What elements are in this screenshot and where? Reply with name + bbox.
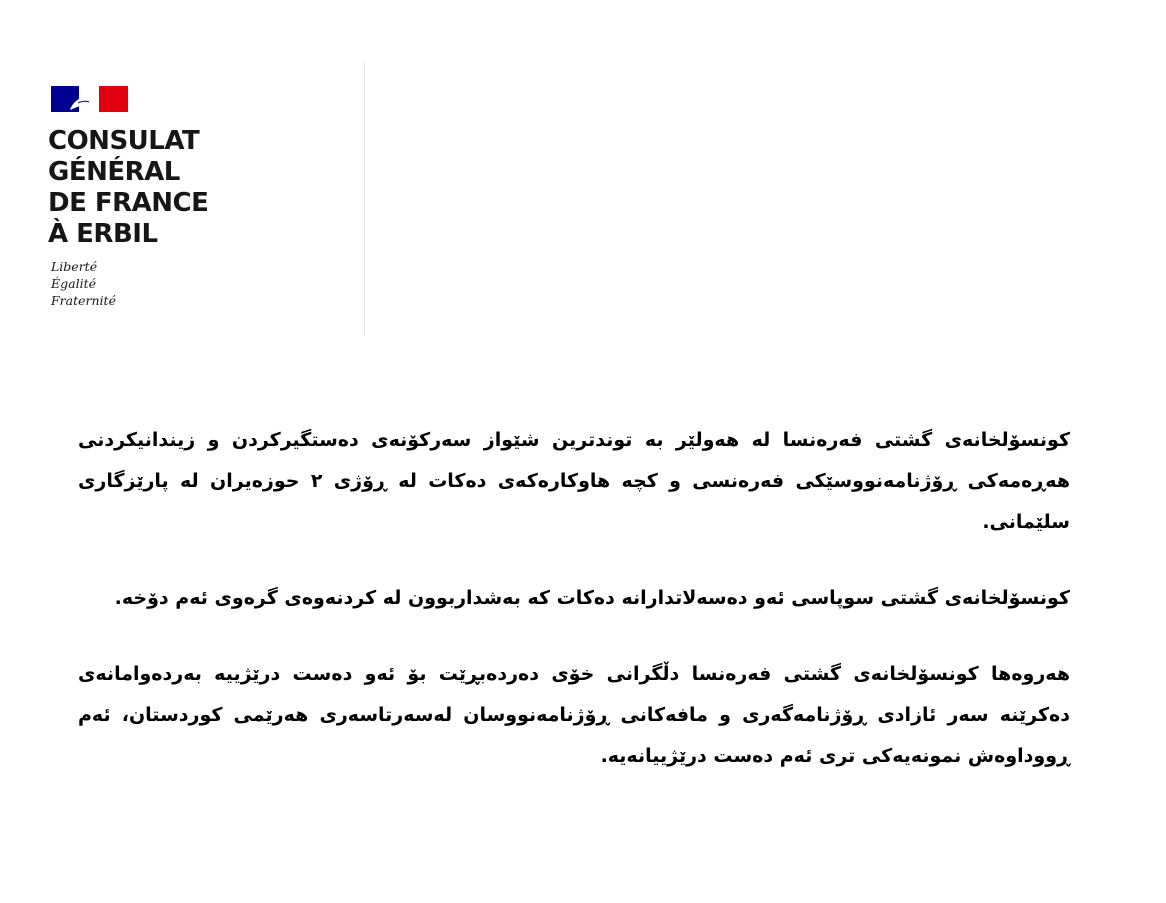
institution-line: DE FRANCE [48,188,209,218]
statement-paragraph: کونسۆلخانەی گشتی فەرەنسا لە هەولێر بە توندترین شێواز سەرکۆنەی دەستگیرکردن و زیندانیکردنی هەڕەمەکی ڕۆژنامەنووسێکی فەرەنسی و کچە هاوکارەکەی دەکات لە ڕۆژی ٢ حوزەیران لە پارێزگاری سلێمانی. [78,429,1071,533]
motto-line: Liberté [51,259,98,274]
statement-paragraph: کونسۆلخانەی گشتی سوپاسی ئەو دەسەلاتدارانە دەکات کە بەشداربوون لە کردنەوەی گرەوی ئەم دۆخە. [114,587,1070,609]
motto-line: Fraternité [51,293,116,308]
header-divider [364,62,365,336]
motto-line: Égalité [51,276,96,291]
consulate-header [48,83,248,309]
statement-body [78,420,1070,812]
marianne-flag-icon [48,83,130,115]
statement-paragraph: هەروەها کونسۆلخانەی گشتی فەرەنسا دڵگرانی خۆی دەردەبڕێت بۆ ئەو دەست درێژییە بەردەوامانەی دەکرێنە سەر ئازادی ڕۆژنامەگەری و مافەکانی ڕۆژنامەنووسان لەسەرتاسەری هەرێمی کوردستان، ئەم ڕووداوەش نمونەیەکی تری ئەم دەست درێژییانەیە. [78,663,1070,767]
republic-motto [48,258,248,309]
institution-line: CONSULAT [48,126,200,156]
institution-name [48,126,248,250]
institution-line: GÉNÉRAL [48,157,180,187]
institution-line: À ERBIL [48,219,158,249]
